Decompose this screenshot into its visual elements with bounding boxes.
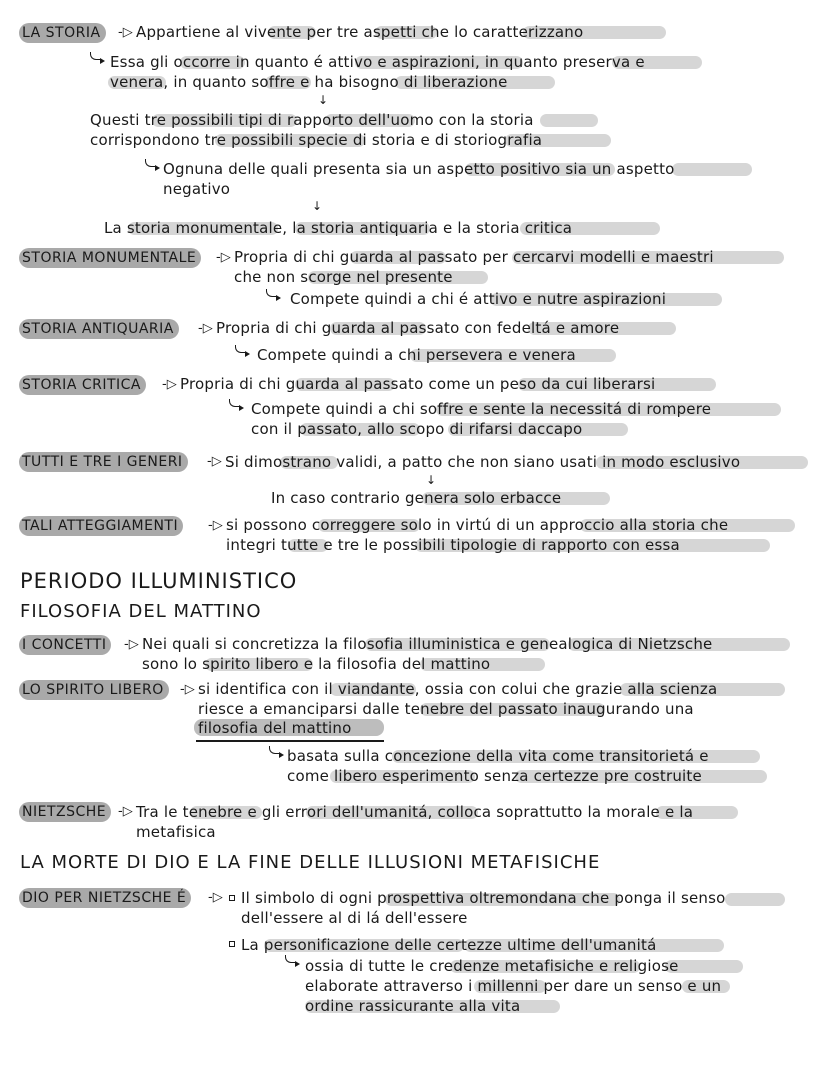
nietzsche-line-1: Tra le tenebre e gli errori dell'umanitá, colloca soprattutto la morale e la [136,803,694,821]
tutti-line-1: Si dimostrano validi, a patto che non siano usati in modo esclusivo [225,453,741,471]
arrow-right-icon: -▷ [198,321,213,336]
label-la-storia: LA STORIA [19,23,106,43]
hook-arrow-icon [235,345,245,353]
arrow-right-icon: -▷ [216,250,231,265]
label-storia-critica: STORIA CRITICA [19,375,146,395]
ognuna-line-1: Ognuna delle quali presenta sia un aspetto positivo sia un aspetto [163,160,675,178]
arrow-right-icon: -▷ [118,804,133,819]
label-dio-per-nietzsche: DIO PER NIETZSCHE É [19,888,191,908]
dio-bullet-1-line-2: dell'essere al di lá dell'essere [241,909,468,927]
ognuna-line-2: negativo [163,180,231,198]
antiquaria-line-1: Propria di chi guarda al passato con fedeltá e amore [216,319,620,337]
spirito-basata-1: basata sulla concezione della vita come transitorietá e [287,747,709,765]
label-spirito-libero: LO SPIRITO LIBERO [19,680,169,700]
nietzsche-line-2: metafisica [136,823,216,841]
tutti-contrario: In caso contrario genera solo erbacce [271,489,562,507]
label-tutti-e-tre: TUTTI E TRE I GENERI [19,452,188,472]
spirito-line-1: si identifica con il viandante, ossia con colui che grazie alla scienza [198,680,718,698]
monumentale-compete: Compete quindi a chi é attivo e nutre aspirazioni [290,290,667,308]
heading-filosofia-del-mattino: FILOSOFIA DEL MATTINO [20,601,262,622]
la-storia-text: Appartiene al vivente per tre aspetti che lo caratterizzano [136,23,584,41]
label-nietzsche: NIETZSCHE [19,802,111,822]
hook-arrow-icon [145,159,155,167]
arrow-right-icon: -▷ [124,637,139,652]
tre-storie-line: La storia monumentale, la storia antiquaria e la storia critica [104,219,573,237]
label-storia-monumentale: STORIA MONUMENTALE [19,248,201,268]
hook-arrow-icon [266,289,276,297]
hook-arrow-icon [229,399,239,407]
underline [196,740,384,742]
label-i-concetti: I CONCETTI [19,635,111,655]
label-storia-antiquaria: STORIA ANTIQUARIA [19,319,179,339]
hook-arrow-icon [90,52,100,60]
bullet-icon [229,941,235,947]
arrow-down-icon: ↓ [426,473,437,487]
antiquaria-compete: Compete quindi a chi persevera e venera [257,346,576,364]
concetti-line-1: Nei quali si concretizza la filosofia illuministica e genealogica di Nietzsche [142,635,713,653]
hook-arrow-icon [269,746,279,754]
critica-compete-1: Compete quindi a chi soffre e sente la necessitá di rompere [251,400,712,418]
monumentale-line-1: Propria di chi guarda al passato per cercarvi modelli e maestri [234,248,714,266]
dio-bullet-2-line-1: La personificazione delle certezze ultime dell'umanitá [241,936,657,954]
questi-line-2: corrispondono tre possibili specie di storia e di storiografia [90,131,543,149]
spirito-line-3: filosofia del mattino [198,719,352,737]
arrow-right-icon: -▷ [118,25,133,40]
dio-bullet-2-sub-2: elaborate attraverso i millenni per dare un senso e un [305,977,722,995]
dio-bullet-1-line-1: Il simbolo di ogni prospettiva oltremondana che ponga il senso [241,889,726,907]
bullet-icon [229,895,235,901]
arrow-right-icon: -▷ [208,890,223,905]
arrow-right-icon: -▷ [208,518,223,533]
dio-bullet-2-sub-3: ordine rassicurante alla vita [305,997,521,1015]
heading-periodo-illuministico: PERIODO ILLUMINISTICO [20,569,298,593]
arrow-down-icon: ↓ [312,199,323,213]
monumentale-line-2: che non scorge nel presente [234,268,453,286]
essa-line-1: Essa gli occorre in quanto é attivo e aspirazioni, in quanto preserva e [110,53,645,71]
concetti-line-2: sono lo spirito libero e la filosofia del mattino [142,655,491,673]
label-tali-atteggiamenti: TALI ATTEGGIAMENTI [19,516,183,536]
spirito-line-2: riesce a emanciparsi dalle tenebre del passato inaugurando una [198,700,694,718]
essa-line-2: venera, in quanto soffre e ha bisogno di liberazione [110,73,508,91]
tali-line-2: integri tutte e tre le possibili tipologie di rapporto con essa [226,536,680,554]
arrow-right-icon: -▷ [180,682,195,697]
arrow-down-icon: ↓ [318,93,329,107]
tali-line-1: si possono correggere solo in virtú di un approccio alla storia che [226,516,729,534]
critica-compete-2: con il passato, allo scopo di rifarsi daccapo [251,420,583,438]
arrow-right-icon: -▷ [207,454,222,469]
heading-morte-di-dio: LA MORTE DI DIO E LA FINE DELLE ILLUSIONI METAFISICHE [20,852,601,873]
critica-line-1: Propria di chi guarda al passato come un peso da cui liberarsi [180,375,656,393]
arrow-right-icon: -▷ [162,377,177,392]
spirito-basata-2: come libero esperimento senza certezze pre costruite [287,767,702,785]
questi-line-1: Questi tre possibili tipi di rapporto dell'uomo con la storia [90,111,534,129]
hook-arrow-icon [285,955,295,963]
dio-bullet-2-sub-1: ossia di tutte le credenze metafisiche e religiose [305,957,679,975]
